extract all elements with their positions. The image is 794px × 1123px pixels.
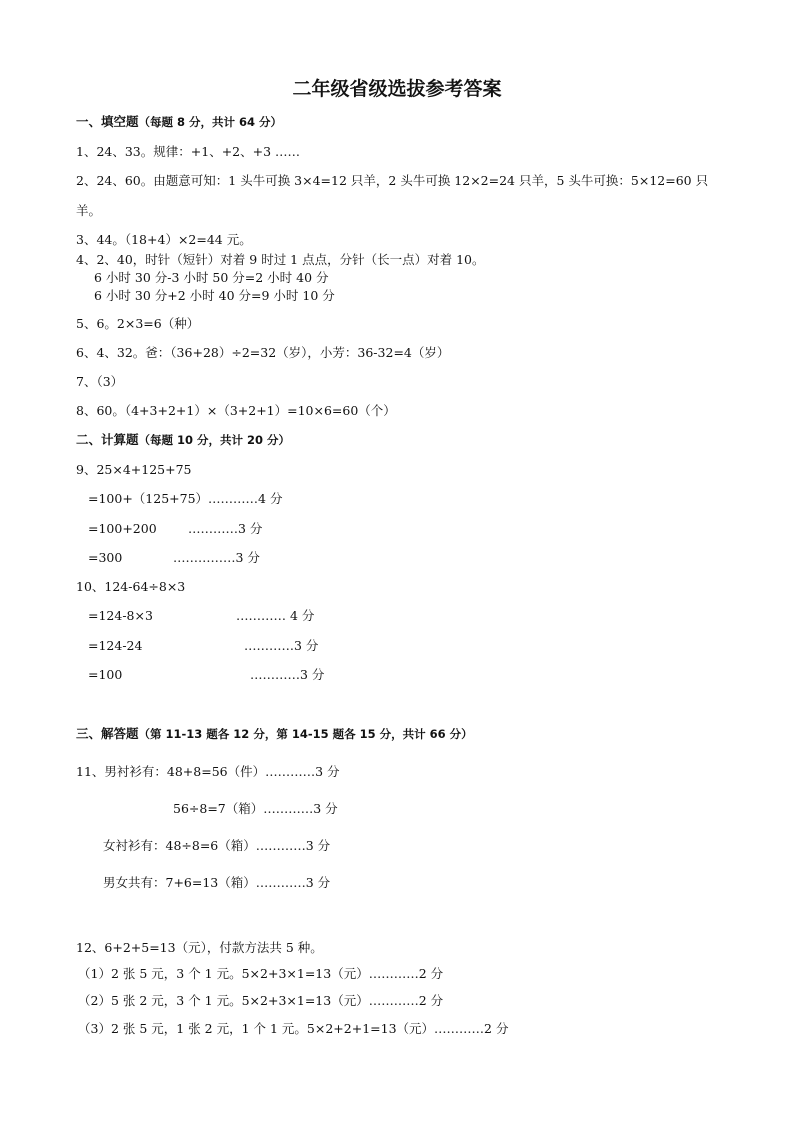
section2-heading-text: 二、计算题 bbox=[76, 432, 139, 447]
answer-line: 6 小时 30 分-3 小时 50 分=2 小时 40 分 bbox=[94, 270, 329, 285]
section1-heading bbox=[76, 114, 282, 130]
section2-heading bbox=[76, 432, 290, 448]
answer-line: =100+（125+75）…………4 分 bbox=[88, 491, 283, 506]
answer-line: 7、（3） bbox=[76, 374, 124, 389]
answer-line: 男女共有：7+6=13（箱）…………3 分 bbox=[103, 875, 331, 890]
answer-line: =124-8×3 bbox=[88, 608, 153, 623]
answer-line: （2）5 张 2 元，3 个 1 元。5×2+3×1=13（元）…………2 分 bbox=[78, 993, 444, 1008]
section2-note: （每题 10 分，共计 20 分） bbox=[138, 433, 291, 447]
answer-line: =100+200 bbox=[88, 521, 157, 536]
section1-heading-text: 一、填空题 bbox=[76, 114, 139, 129]
answer-line: 5、6。2×3=6（种） bbox=[76, 316, 200, 331]
answer-line: 6、4、32。爸：（36+28）÷2=32（岁），小芳：36-32=4（岁） bbox=[76, 345, 450, 360]
score-note: …………3 分 bbox=[250, 667, 325, 682]
answer-line: （1）2 张 5 元，3 个 1 元。5×2+3×1=13（元）…………2 分 bbox=[78, 966, 444, 981]
answer-line: 9、25×4+125+75 bbox=[76, 462, 192, 477]
answer-line: 4、2、40，时针（短针）对着 9 时过 1 点点，分针（长一点）对着 10。 bbox=[76, 252, 485, 267]
answer-line: 6 小时 30 分+2 小时 40 分=9 小时 10 分 bbox=[94, 288, 335, 303]
answer-line: 10、124-64÷8×3 bbox=[76, 579, 186, 594]
score-note: ……………3 分 bbox=[173, 550, 260, 565]
answer-line: 1、24、33。规律：+1、+2、+3 …… bbox=[76, 144, 301, 159]
answer-line: 羊。 bbox=[76, 203, 102, 218]
section1-note: （每题 8 分，共计 64 分） bbox=[138, 115, 283, 129]
section3-note: （第 11-13 题各 12 分，第 14-15 题各 15 分，共计 66 分） bbox=[138, 727, 473, 741]
answer-line: 56÷8=7（箱）…………3 分 bbox=[173, 801, 338, 816]
answer-line: 8、60。（4+3+2+1）×（3+2+1）=10×6=60（个） bbox=[76, 403, 396, 418]
document-title: 二年级省级选拔参考答案 bbox=[292, 78, 502, 100]
section3-heading bbox=[76, 726, 473, 742]
answer-line: 女衬衫有：48÷8=6（箱）…………3 分 bbox=[103, 838, 331, 853]
answer-line: =100 bbox=[88, 667, 123, 682]
section3-heading-text: 三、解答题 bbox=[76, 726, 139, 741]
answer-line: 12、6+2+5=13（元），付款方法共 5 种。 bbox=[76, 940, 323, 955]
score-note: …………3 分 bbox=[188, 521, 263, 536]
answer-line: =124-24 bbox=[88, 638, 143, 653]
score-note: …………3 分 bbox=[244, 638, 319, 653]
answer-line: =300 bbox=[88, 550, 123, 565]
score-note: ………… 4 分 bbox=[236, 608, 315, 623]
answer-line: 2、24、60。由题意可知：1 头牛可换 3×4=12 只羊，2 头牛可换 12×2=24 只羊，5 头牛可换：5×12=60 只 bbox=[76, 173, 709, 188]
answer-line: 3、44。（18+4）×2=44 元。 bbox=[76, 232, 252, 247]
answer-line: 11、男衬衫有：48+8=56（件）…………3 分 bbox=[76, 764, 340, 779]
answer-line: （3）2 张 5 元，1 张 2 元，1 个 1 元。5×2+2+1=13（元）…………2 分 bbox=[78, 1021, 509, 1036]
